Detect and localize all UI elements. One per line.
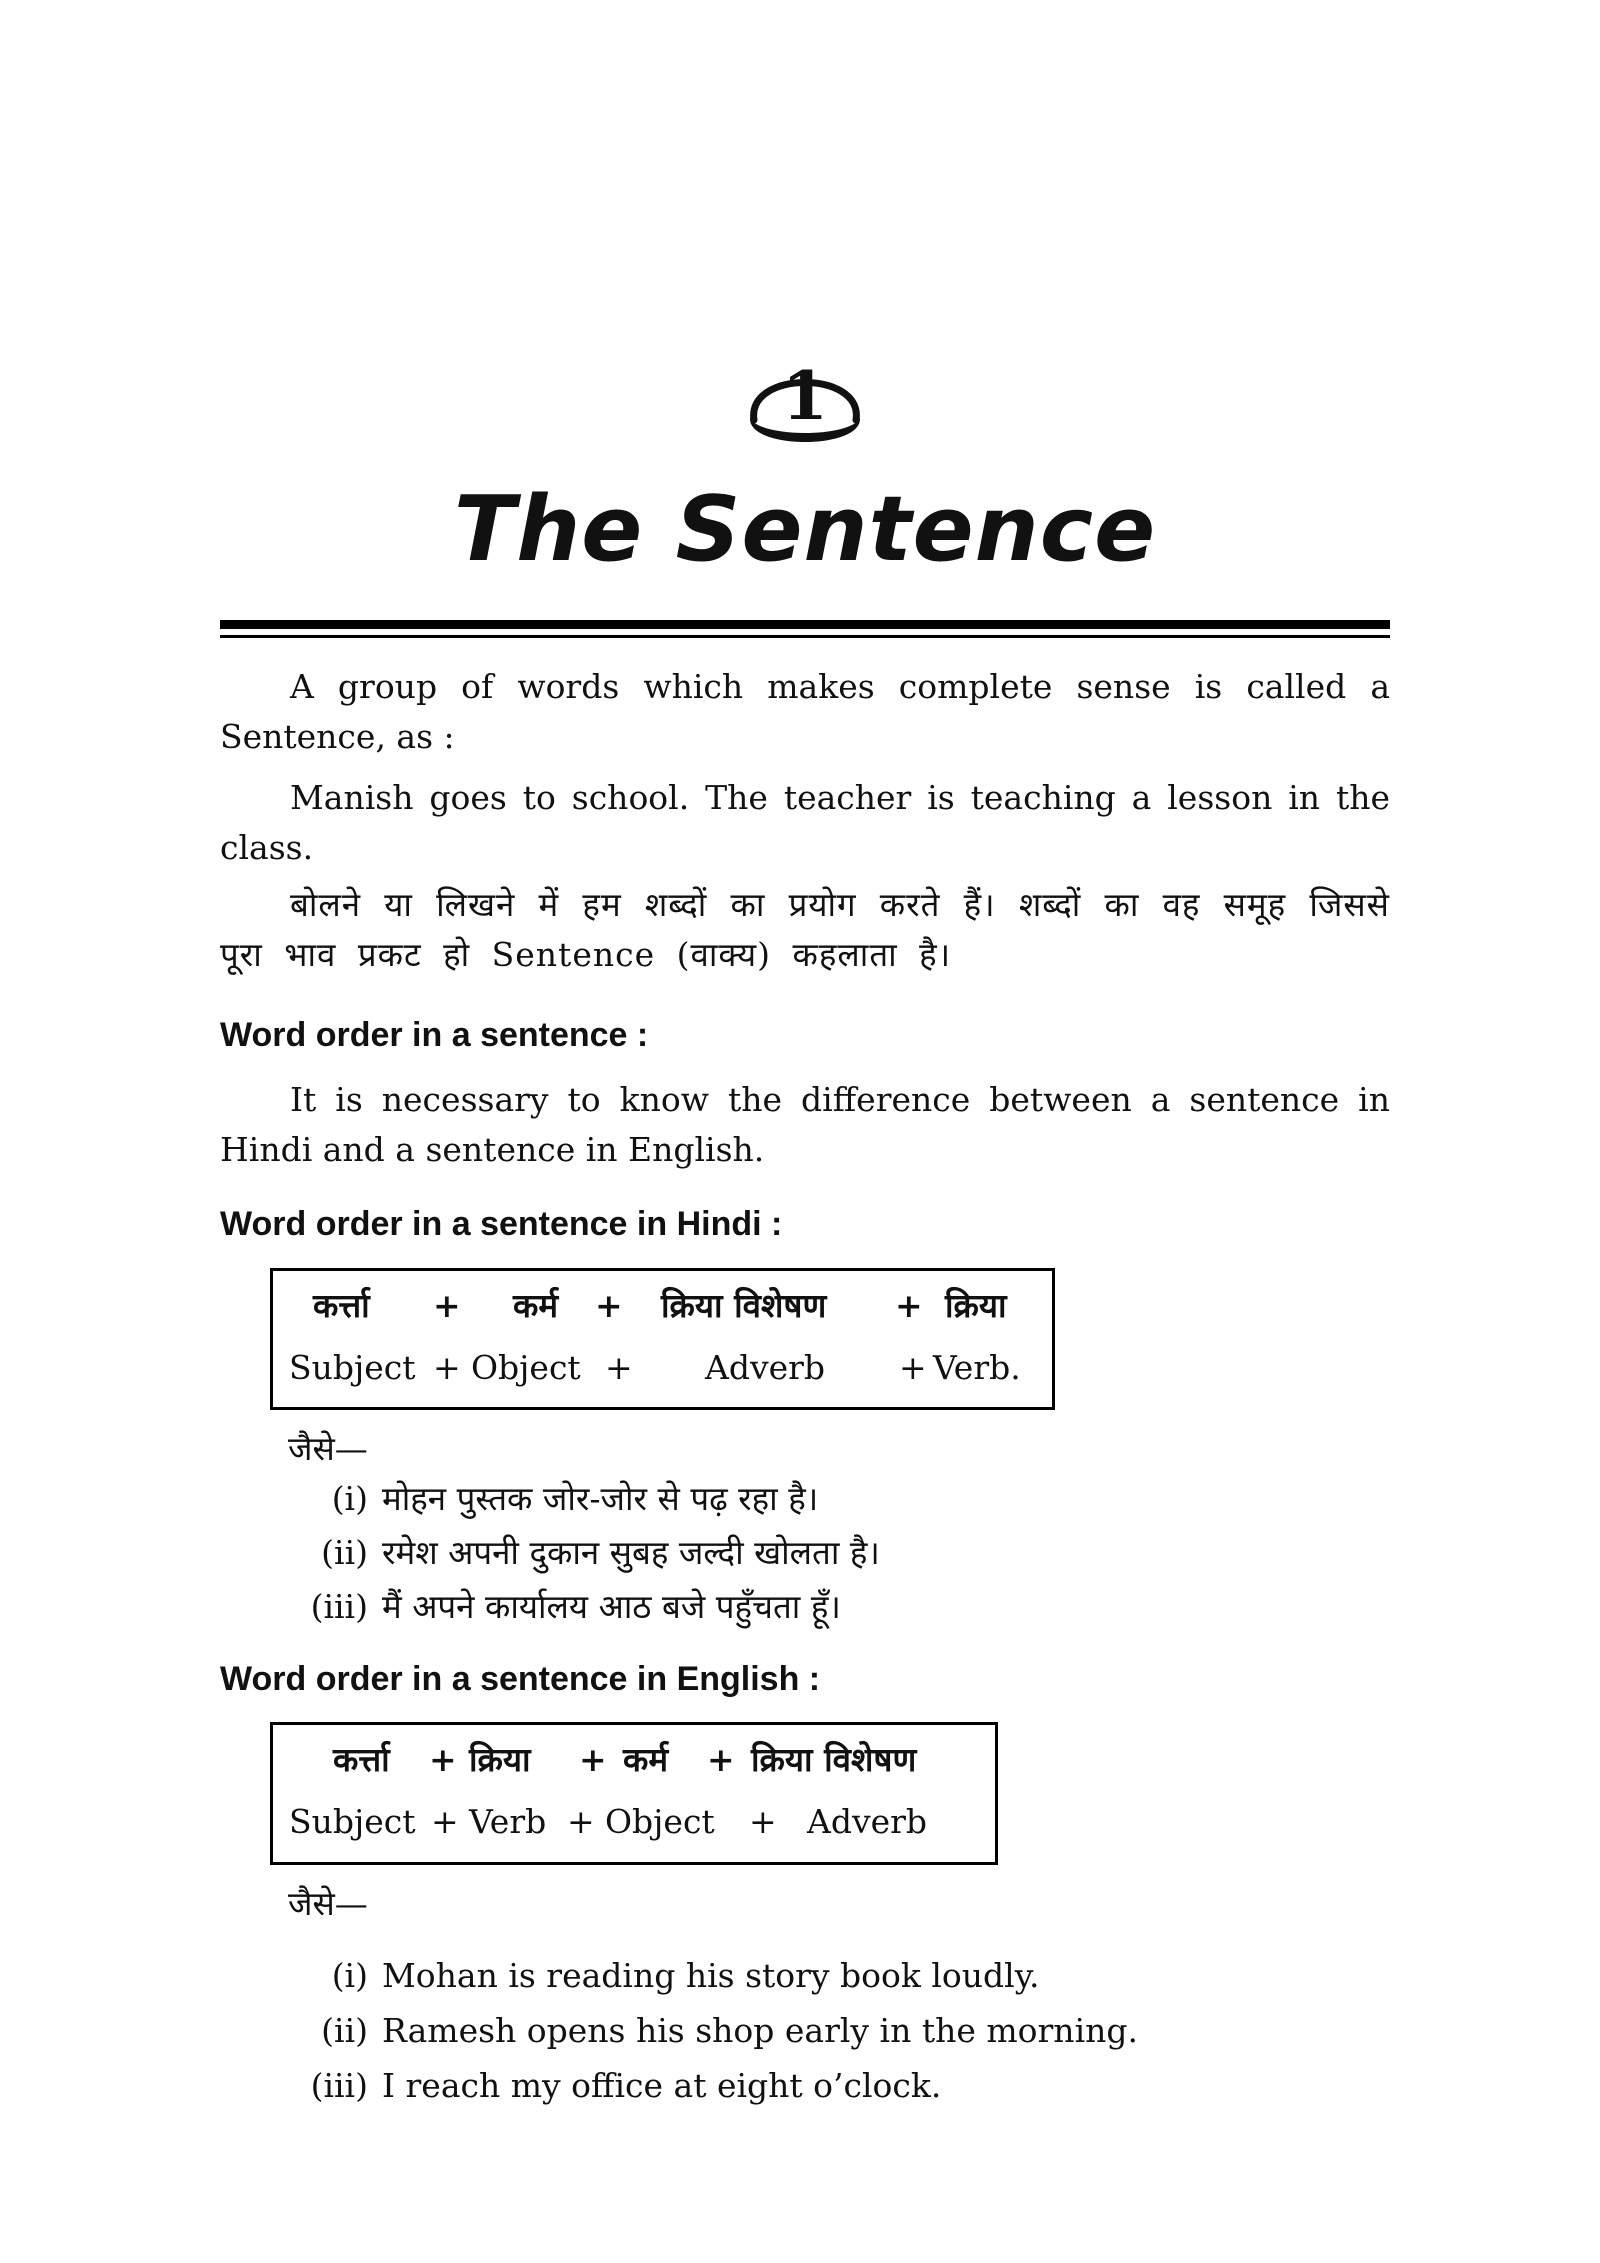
formula-plus: + bbox=[595, 1286, 623, 1325]
example-label: (i) bbox=[331, 1956, 368, 1995]
hindi-example-1 bbox=[288, 1473, 1388, 1525]
formula-plus: + bbox=[429, 1740, 457, 1779]
formula-object-hindi: कर्म bbox=[513, 1286, 559, 1325]
word-order-paragraph: It is necessary to know the difference between a sentence in Hindi and a sentence in English. bbox=[220, 1080, 1390, 1169]
formula-adverb-hindi: क्रिया विशेषण bbox=[751, 1740, 917, 1779]
formula-plus: + bbox=[567, 1802, 595, 1841]
example-label: (iii) bbox=[310, 2066, 368, 2105]
formula-adverb: Adverb bbox=[705, 1348, 826, 1387]
word-order-heading: Word order in a sentence : bbox=[220, 1016, 649, 1054]
formula-plus: + bbox=[579, 1740, 607, 1779]
english-order-heading: Word order in a sentence in English : bbox=[220, 1660, 821, 1698]
formula-verb-hindi: क्रिया bbox=[945, 1286, 1007, 1325]
formula-plus: + bbox=[899, 1348, 927, 1387]
english-order-formula-box bbox=[270, 1722, 998, 1865]
example-intro: जैसे— bbox=[288, 1429, 368, 1468]
formula-subject-hindi: कर्त्ता bbox=[313, 1286, 370, 1325]
formula-object: Object bbox=[471, 1348, 581, 1387]
formula-adverb: Adverb bbox=[807, 1802, 928, 1841]
formula-subject: Subject bbox=[289, 1348, 416, 1387]
formula-object-hindi: कर्म bbox=[623, 1740, 669, 1779]
hindi-order-heading: Word order in a sentence in Hindi : bbox=[220, 1205, 783, 1243]
hindi-example-2 bbox=[288, 1527, 1388, 1579]
formula-verb: Verb. bbox=[933, 1348, 1021, 1387]
english-example-1 bbox=[288, 1950, 1388, 2002]
example-text: मोहन पुस्तक जोर-जोर से पढ़ रहा है। bbox=[382, 1479, 819, 1518]
hindi-example-3 bbox=[288, 1581, 1388, 1633]
example-intro: जैसे— bbox=[288, 1884, 368, 1923]
example-text: Mohan is reading his story book loudly. bbox=[382, 1956, 1040, 1995]
formula-object: Object bbox=[605, 1802, 715, 1841]
formula-plus: + bbox=[431, 1802, 459, 1841]
formula-english-row bbox=[273, 1343, 1053, 1393]
example-text: I reach my office at eight o’clock. bbox=[382, 2066, 942, 2105]
formula-hindi-row bbox=[273, 1281, 1053, 1331]
example-text: Ramesh opens his shop early in the morning. bbox=[382, 2011, 1138, 2050]
formula-verb-hindi: क्रिया bbox=[469, 1740, 531, 1779]
example-label: (iii) bbox=[310, 1587, 368, 1626]
formula-plus: + bbox=[433, 1286, 461, 1325]
formula-subject: Subject bbox=[289, 1802, 416, 1841]
formula-plus: + bbox=[895, 1286, 923, 1325]
example-text: रमेश अपनी दुकान सुबह जल्दी खोलता है। bbox=[382, 1533, 880, 1572]
formula-plus: + bbox=[433, 1348, 461, 1387]
title-divider-thick bbox=[220, 620, 1390, 629]
formula-adverb-hindi: क्रिया विशेषण bbox=[661, 1286, 827, 1325]
chapter-number: 1 bbox=[782, 357, 828, 435]
formula-subject-hindi: कर्त्ता bbox=[333, 1740, 390, 1779]
hindi-definition-paragraph: बोलने या लिखने में हम शब्दों का प्रयोग करते हैं। शब्दों का वह समूह जिससे पूरा भाव प्रकट हो Sentence (वाक्य) कहलाता है। bbox=[220, 885, 1390, 974]
example-label: (i) bbox=[331, 1479, 368, 1518]
definition-paragraph: A group of words which makes complete sense is called a Sentence, as : bbox=[220, 667, 1390, 756]
formula-plus: + bbox=[707, 1740, 735, 1779]
formula-plus: + bbox=[605, 1348, 633, 1387]
example-label: (ii) bbox=[321, 2011, 368, 2050]
english-example-3 bbox=[288, 2060, 1388, 2112]
formula-plus: + bbox=[749, 1802, 777, 1841]
english-example-2 bbox=[288, 2005, 1388, 2057]
formula-english-row bbox=[273, 1797, 993, 1847]
chapter-title: The Sentence bbox=[453, 477, 1157, 582]
chapter-number-badge bbox=[740, 350, 870, 462]
example-label: (ii) bbox=[321, 1533, 368, 1572]
example-text: मैं अपने कार्यालय आठ बजे पहुँचता हूँ। bbox=[382, 1587, 841, 1626]
example-paragraph: Manish goes to school. The teacher is teaching a lesson in the class. bbox=[220, 778, 1390, 867]
title-divider-thin bbox=[220, 635, 1390, 638]
formula-verb: Verb bbox=[469, 1802, 547, 1841]
formula-hindi-row bbox=[273, 1735, 993, 1785]
hindi-order-formula-box bbox=[270, 1268, 1055, 1410]
